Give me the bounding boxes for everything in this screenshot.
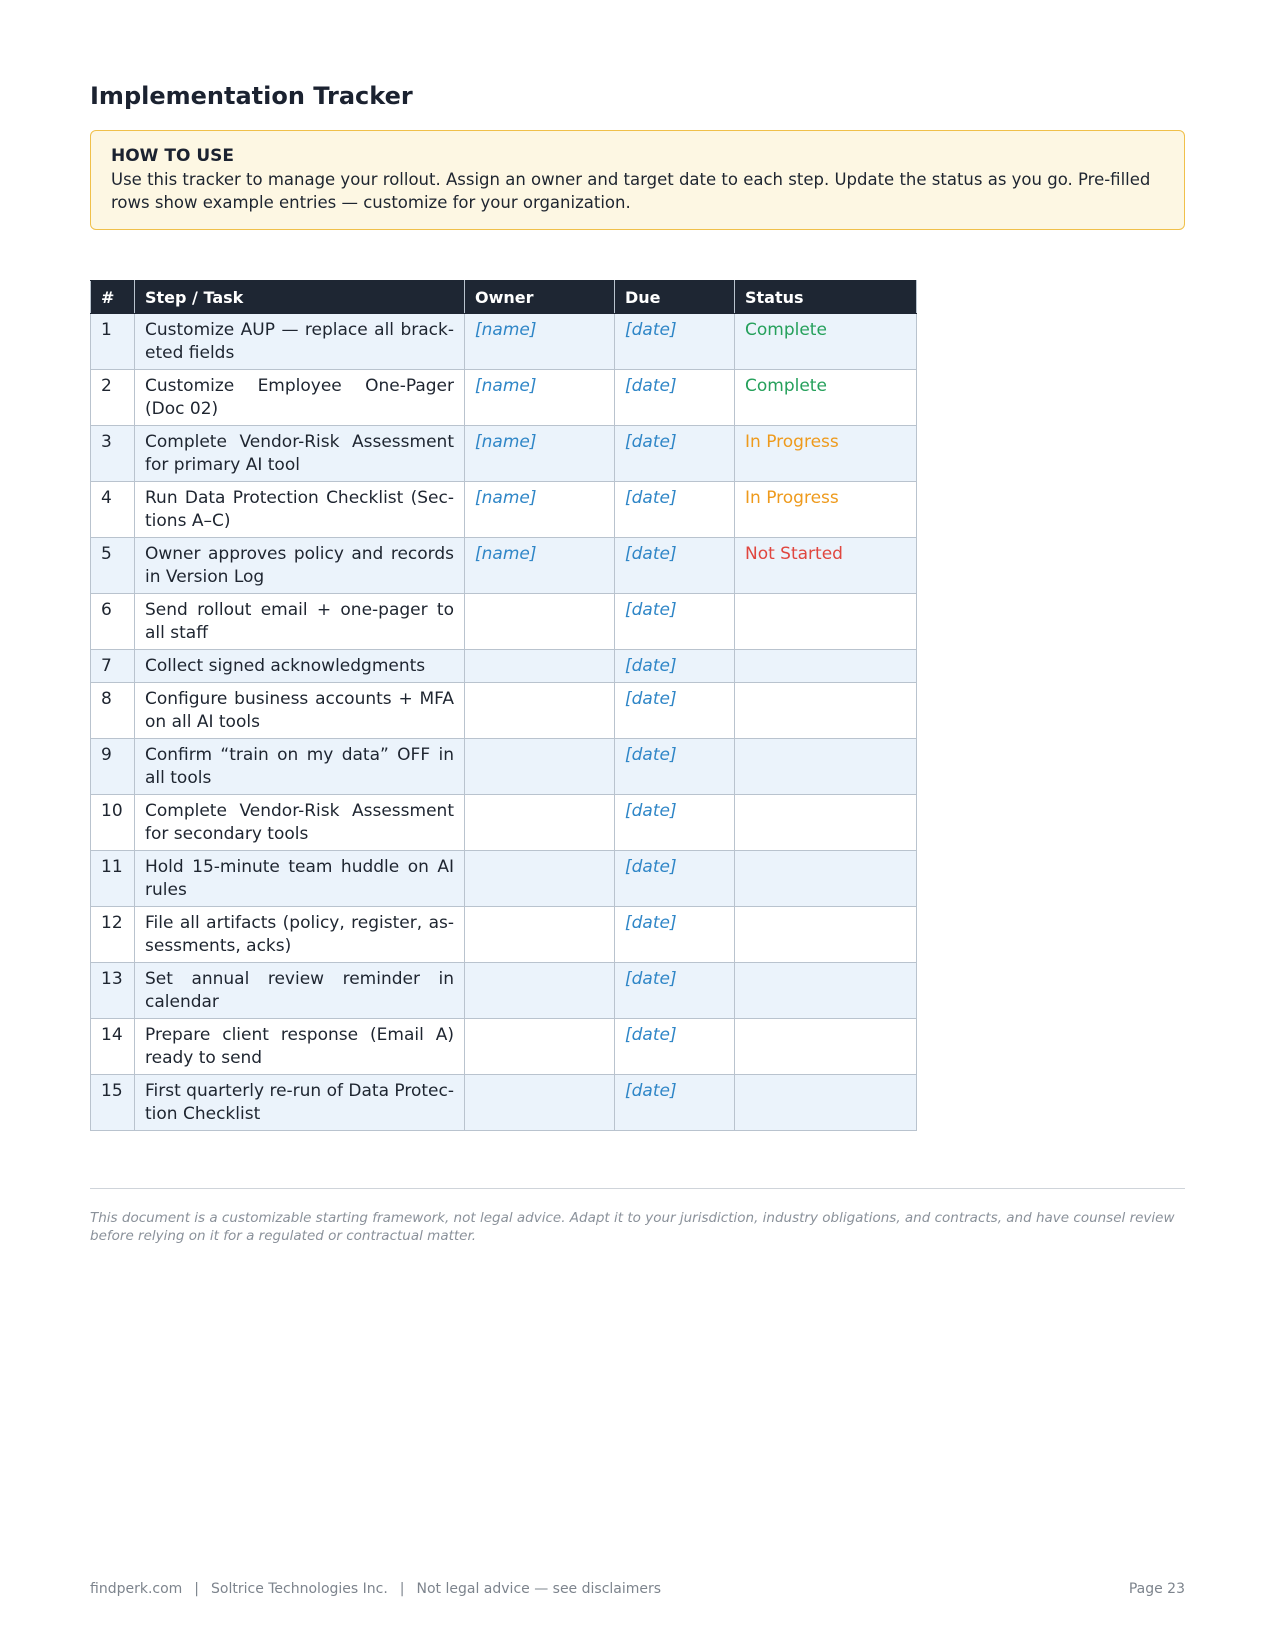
step-number-cell: 7: [91, 650, 135, 683]
step-task-cell: Hold 15-minute team huddle on AI rules: [135, 851, 465, 907]
how-to-use-callout: [90, 130, 1185, 230]
status-cell: [735, 739, 917, 795]
step-task-cell: Owner approves policy and records in Version Log: [135, 538, 465, 594]
due-date-cell: [date]: [615, 482, 735, 538]
due-date-cell: [date]: [615, 907, 735, 963]
due-date-cell: [date]: [615, 683, 735, 739]
column-header-status: Status: [735, 281, 917, 314]
step-task-cell: Run Data Protection Checklist (Sections A–C): [135, 482, 465, 538]
footer-left: [90, 1581, 661, 1597]
table-row: [91, 370, 917, 426]
due-date-cell: [date]: [615, 851, 735, 907]
step-number-cell: 6: [91, 594, 135, 650]
step-task-cell: Confirm “train on my data” OFF in all tools: [135, 739, 465, 795]
step-number-cell: 13: [91, 963, 135, 1019]
step-number-cell: 10: [91, 795, 135, 851]
status-cell: [735, 907, 917, 963]
status-cell: [735, 1019, 917, 1075]
step-number-cell: 4: [91, 482, 135, 538]
step-task-cell: Complete Vendor-Risk Assessment for secondary tools: [135, 795, 465, 851]
step-number-cell: 5: [91, 538, 135, 594]
step-number-cell: 2: [91, 370, 135, 426]
due-date-cell: [date]: [615, 739, 735, 795]
callout-title: HOW TO USE: [111, 146, 234, 166]
status-cell: Complete: [735, 314, 917, 370]
step-number-cell: 9: [91, 739, 135, 795]
step-task-cell: Set annual review reminder in calendar: [135, 963, 465, 1019]
status-cell: In Progress: [735, 482, 917, 538]
table-row: [91, 739, 917, 795]
table-row: [91, 683, 917, 739]
due-date-cell: [date]: [615, 1019, 735, 1075]
table-row: [91, 851, 917, 907]
owner-cell: [465, 963, 615, 1019]
status-cell: [735, 795, 917, 851]
owner-cell: [465, 650, 615, 683]
page-footer: [90, 1581, 1185, 1601]
due-date-cell: [date]: [615, 538, 735, 594]
owner-cell: [465, 1075, 615, 1131]
owner-cell: [465, 683, 615, 739]
page-title: Implementation Tracker: [90, 82, 413, 110]
column-header-num: #: [91, 281, 135, 314]
owner-cell: [name]: [465, 370, 615, 426]
table-body: [91, 314, 917, 1131]
table-row: [91, 1075, 917, 1131]
owner-cell: [465, 907, 615, 963]
step-task-cell: File all artifacts (policy, register, assessments, acks): [135, 907, 465, 963]
due-date-cell: [date]: [615, 963, 735, 1019]
owner-cell: [465, 594, 615, 650]
column-header-owner: Owner: [465, 281, 615, 314]
owner-cell: [465, 739, 615, 795]
status-cell: [735, 963, 917, 1019]
table-row: [91, 1019, 917, 1075]
callout-body: Use this tracker to manage your rollout. Assign an owner and target date to each step. Update the status as you go. Pre-filled rows show example entries — customize for your organization.: [111, 170, 1151, 212]
status-cell: Not Started: [735, 538, 917, 594]
due-date-cell: [date]: [615, 314, 735, 370]
table-header-row: [91, 281, 917, 314]
step-number-cell: 1: [91, 314, 135, 370]
step-task-cell: Complete Vendor-Risk Assessment for primary AI tool: [135, 426, 465, 482]
status-cell: Complete: [735, 370, 917, 426]
owner-cell: [name]: [465, 426, 615, 482]
legal-disclaimer: This document is a customizable starting framework, not legal advice. Adapt it to your jurisdiction, industry obligations, and contracts, and have counsel review before relying on it for a regulated or contractual matter.: [90, 1210, 1175, 1244]
step-number-cell: 15: [91, 1075, 135, 1131]
owner-cell: [465, 795, 615, 851]
status-cell: [735, 1075, 917, 1131]
column-header-task: Step / Task: [135, 281, 465, 314]
due-date-cell: [date]: [615, 370, 735, 426]
owner-cell: [465, 1019, 615, 1075]
table-row: [91, 482, 917, 538]
step-task-cell: Prepare client response (Email A) ready to send: [135, 1019, 465, 1075]
step-task-cell: Collect signed acknowledgments: [135, 650, 465, 683]
step-number-cell: 3: [91, 426, 135, 482]
owner-cell: [name]: [465, 482, 615, 538]
implementation-tracker-table: [90, 280, 917, 1131]
footer-separator: |: [194, 1581, 200, 1597]
table-row: [91, 795, 917, 851]
table-row: [91, 650, 917, 683]
footer-separator: |: [399, 1581, 405, 1597]
table-row: [91, 594, 917, 650]
step-number-cell: 11: [91, 851, 135, 907]
step-number-cell: 8: [91, 683, 135, 739]
owner-cell: [name]: [465, 314, 615, 370]
footer-company: Soltrice Technologies Inc.: [211, 1581, 388, 1597]
status-cell: [735, 594, 917, 650]
table-row: [91, 907, 917, 963]
footer-site-link[interactable]: findperk.com: [90, 1581, 183, 1597]
step-task-cell: First quarterly re-run of Data Protection Checklist: [135, 1075, 465, 1131]
page-number: Page 23: [1128, 1581, 1185, 1597]
owner-cell: [465, 851, 615, 907]
due-date-cell: [date]: [615, 650, 735, 683]
step-number-cell: 12: [91, 907, 135, 963]
table-row: [91, 426, 917, 482]
step-task-cell: Customize Employee One-Pager (Doc 02): [135, 370, 465, 426]
table-row: [91, 314, 917, 370]
due-date-cell: [date]: [615, 1075, 735, 1131]
step-task-cell: Send rollout email + one-pager to all staff: [135, 594, 465, 650]
step-number-cell: 14: [91, 1019, 135, 1075]
due-date-cell: [date]: [615, 594, 735, 650]
table-row: [91, 963, 917, 1019]
step-task-cell: Configure business accounts + MFA on all AI tools: [135, 683, 465, 739]
status-cell: In Progress: [735, 426, 917, 482]
divider: [90, 1188, 1185, 1189]
status-cell: [735, 683, 917, 739]
footer-notice: Not legal advice — see disclaimers: [416, 1581, 662, 1597]
owner-cell: [name]: [465, 538, 615, 594]
column-header-due: Due: [615, 281, 735, 314]
status-cell: [735, 650, 917, 683]
due-date-cell: [date]: [615, 795, 735, 851]
due-date-cell: [date]: [615, 426, 735, 482]
table-row: [91, 538, 917, 594]
step-task-cell: Customize AUP — replace all bracketed fields: [135, 314, 465, 370]
status-cell: [735, 851, 917, 907]
